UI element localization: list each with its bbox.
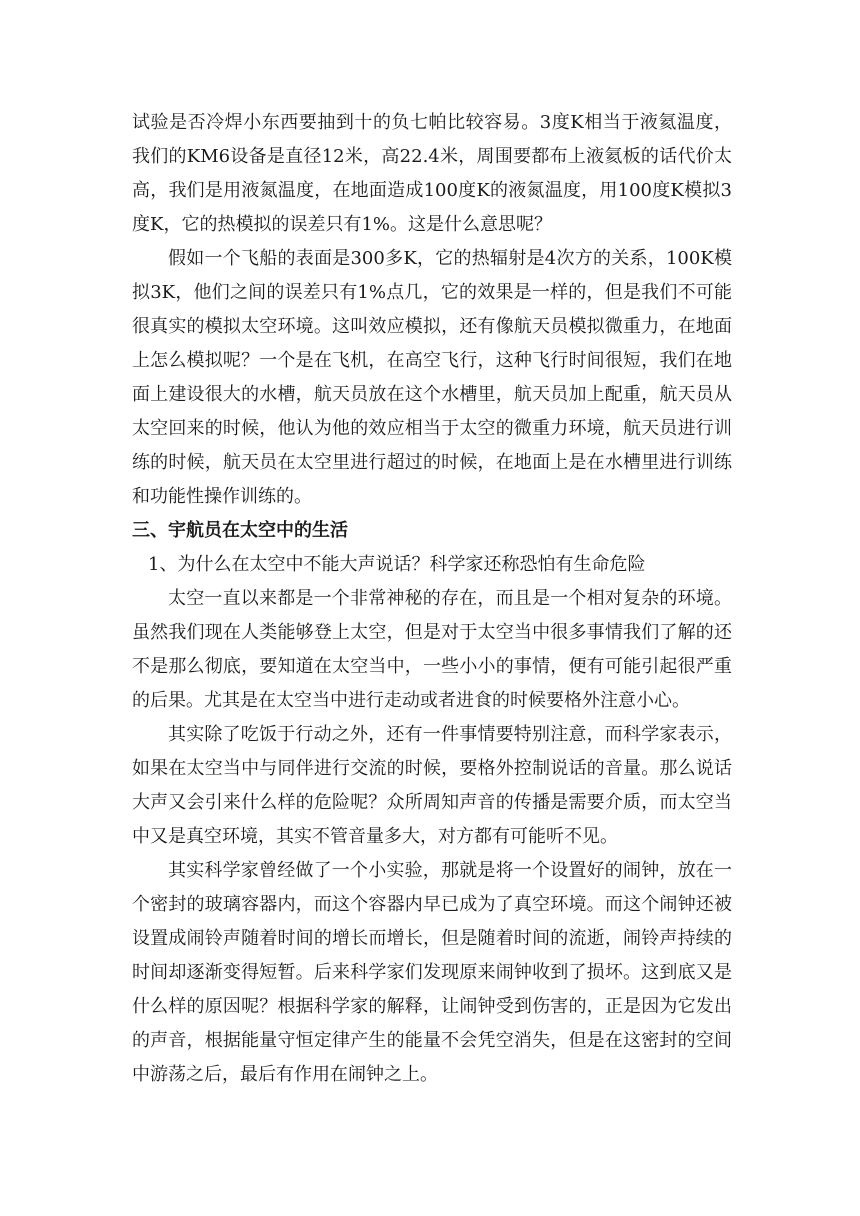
paragraph-space-mystery: 太空一直以来都是一个非常神秘的存在，而且是一个相对复杂的环境。虽然我们现在人类能够登上太空，但是对于太空当中很多事情我们了解的还不是那么彻底，要知道在太空当中，一些小小的事情，便有可能引起很严重的后果。尤其是在太空当中进行走动或者进食的时候要格外注意小心。 (132, 588, 732, 711)
section-heading: 三、宇航员在太空中的生活 (132, 520, 348, 541)
subsection-heading: 1、为什么在太空中不能大声说话？科学家还称恐怕有生命危险 (148, 554, 646, 575)
paragraph-speaking-volume: 其实除了吃饭于行动之外，还有一件事情要特别注意，而科学家表示，如果在太空当中与同伴进行交流的时候，要格外控制说话的音量。那么说话大声又会引来什么样的危险呢？众所周知声音的传播是需要介质，而太空当中又是真空环境，其实不管音量多大，对方都有可能听不见。 (132, 724, 732, 847)
paragraph-effect-simulation: 假如一个飞船的表面是300多K，它的热辐射是4次方的关系，100K模拟3K，他们之间的误差只有1%点几，它的效果是一样的，但是我们不可能很真实的模拟太空环境。这叫效应模拟，还有像航天员模拟微重力，在地面上怎么模拟呢？一个是在飞机，在高空飞行，这种飞行时间很短，我们在地面上建设很大的水槽，航天员放在这个水槽里，航天员加上配重，航天员从太空回来的时候，他认为他的效应相当于太空的微重力环境，航天员进行训练的时候，航天员在太空里进行超过的时候，在地面上是在水槽里进行训练和功能性操作训练的。 (132, 248, 732, 507)
paragraph-alarm-experiment: 其实科学家曾经做了一个小实验，那就是将一个设置好的闹钟，放在一个密封的玻璃容器内，而这个容器内早已成为了真空环境。而这个闹钟还被设置成闹铃声随着时间的增长而增长，但是随着时间的流逝，闹铃声持续的时间却逐渐变得短暂。后来科学家们发现原来闹钟收到了损坏。这到底又是什么样的原因呢？根据科学家的解释，让闹钟受到伤害的，正是因为它发出的声音，根据能量守恒定律产生的能量不会凭空消失，但是在这密封的空间中游荡之后，最后有作用在闹钟之上。 (132, 860, 732, 1085)
document-page (132, 106, 732, 1092)
paragraph-thermal-simulation: 试验是否冷焊小东西要抽到十的负七帕比较容易。3度K相当于液氦温度，我们的KM6设备是直径12米，高22.4米，周围要都布上液氦板的话代价太高，我们是用液氮温度，在地面造成100度K的液氮温度，用100度K模拟3度K，它的热模拟的误差只有1%。这是什么意思呢？ (132, 112, 732, 235)
